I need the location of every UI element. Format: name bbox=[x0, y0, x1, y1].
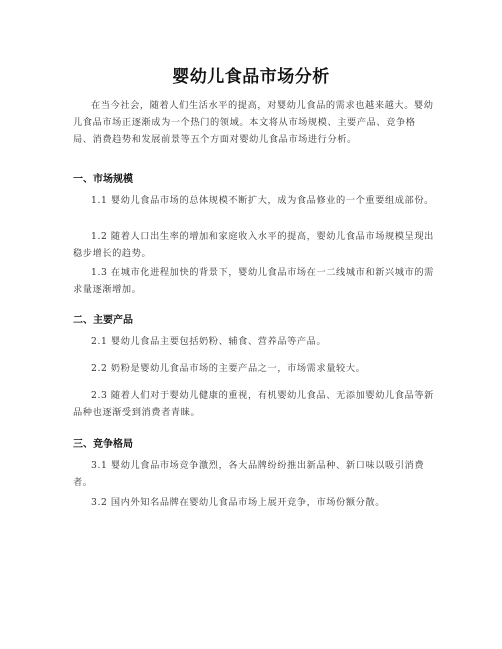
paragraph-3-1: 3.1 婴幼儿食品市场竞争激烈，各大品牌纷纷推出新品种、新口味以吸引消费者。 bbox=[73, 460, 425, 488]
section-heading-market-size: 一、市场规模 bbox=[73, 174, 133, 185]
section-heading-competition: 三、竞争格局 bbox=[73, 439, 133, 450]
intro-paragraph: 在当今社会，随着人们生活水平的提高，对婴幼儿食品的需求也越来越大。婴幼儿食品市场正逐渐成为一个热门的领域。本文将从市场规模、主要产品、竞争格局、消费趋势和发展前景等五个方面对婴幼儿食品市场进行分析。 bbox=[73, 100, 434, 145]
document-title: 婴幼儿食品市场分析 bbox=[172, 67, 330, 87]
paragraph-1-1: 1.1 婴幼儿食品市场的总体规模不断扩大，成为食品修业的一个重要组成部份。 bbox=[91, 195, 434, 206]
paragraph-1-2: 1.2 随着人口出生率的增加和家庭收入水平的提高，婴幼儿食品市场规模呈现出稳步增长的趋势。 bbox=[73, 231, 434, 259]
paragraph-3-2: 3.2 国内外知名品牌在婴幼儿食品市场上展开竞争，市场份额分散。 bbox=[91, 497, 385, 508]
section-heading-main-products: 二、主要产品 bbox=[73, 315, 133, 326]
paragraph-2-1: 2.1 婴幼儿食品主要包括奶粉、辅食、营养品等产品。 bbox=[91, 336, 327, 347]
paragraph-1-3: 1.3 在城市化进程加快的背景下，婴幼儿食品市场在一二线城市和新兴城市的需求量逐渐增加。 bbox=[73, 267, 434, 295]
paragraph-2-3: 2.3 随着人们对于婴幼儿健康的重视，有机婴幼儿食品、无添加婴幼儿食品等新品种也逐渐受到消费者青睐。 bbox=[73, 390, 434, 418]
paragraph-2-2: 2.2 奶粉是婴幼儿食品市场的主要产品之一，市场需求量较大。 bbox=[91, 363, 366, 374]
